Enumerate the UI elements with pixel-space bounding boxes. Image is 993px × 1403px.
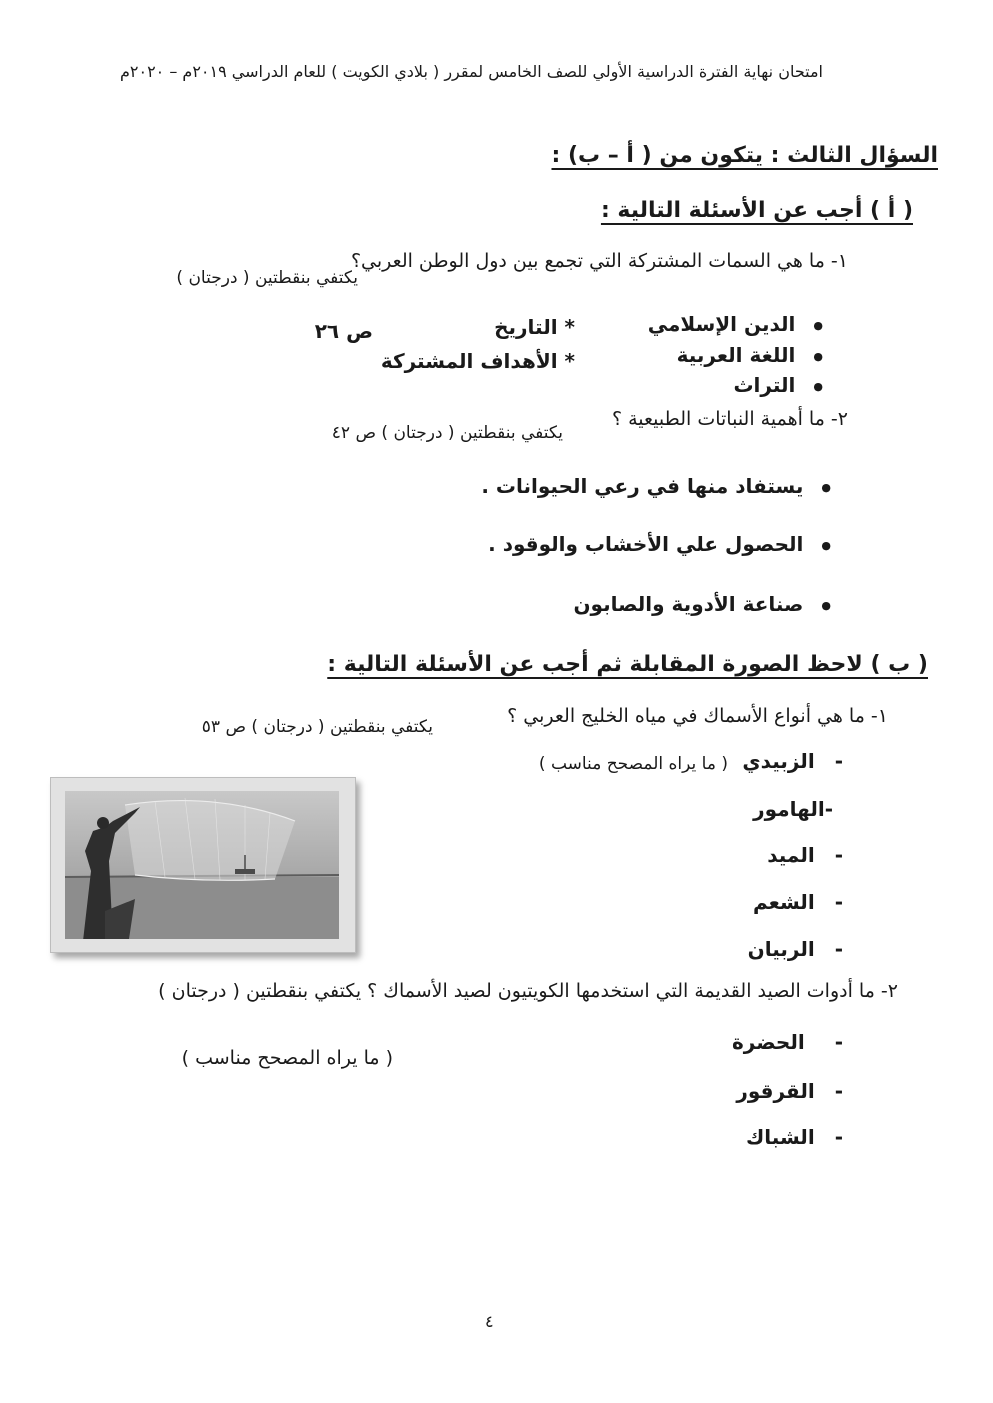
part-a-q2-note: يكتفي بنقطتين ( درجتان ) ص ٤٢ <box>331 423 563 443</box>
part-a-q1-answer: ● الدين الإسلامي <box>648 312 823 336</box>
answer-dash: - <box>834 890 843 914</box>
part-b-q2-text: ٢- ما أدوات الصيد القديمة التي استخدمها الكويتيون لصيد الأسماك ؟ يكتفي بنقطتين ( درجتان ) <box>158 980 898 1002</box>
part-b-q1-answer <box>742 749 843 773</box>
part-a-q2-answer: ● الحصول علي الأخشاب والوقود . <box>488 532 831 556</box>
part-b-q1-text: ١- ما هي أنواع الأسماك في مياه الخليج العربي ؟ <box>507 705 888 727</box>
part-a-q2-text: ٢- ما أهمية النباتات الطبيعية ؟ <box>611 408 848 430</box>
answer-text: الميد <box>767 843 815 867</box>
part-b-q1-answer <box>767 843 843 867</box>
answer-text: الزبيدي <box>742 749 815 773</box>
part-b-q1-answer <box>748 937 843 961</box>
answer-dash: - <box>834 1079 843 1103</box>
answer-dash: - <box>834 1125 843 1149</box>
part-a-q1-text: ١- ما هي السمات المشتركة التي تجمع بين دول الوطن العربي؟ <box>350 250 848 272</box>
answer-dash: - <box>834 937 843 961</box>
part-b-q1-corrector-note: ( ما يراه المصحح مناسب ) <box>538 754 728 774</box>
answer-dash: - <box>834 1030 843 1054</box>
part-a-q1-answer-left: * الأهداف المشتركة <box>380 349 575 373</box>
answer-text: الحضرة <box>731 1030 805 1054</box>
fisherman-photo-frame <box>50 777 356 953</box>
answer-text: الشعم <box>752 890 815 914</box>
answer-dash: - <box>834 749 843 773</box>
part-a-title: ( أ ) أجب عن الأسئلة التالية : <box>600 198 913 223</box>
part-a-q1-page-ref: ص ٢٦ <box>314 319 373 343</box>
part-b-q2-answer <box>736 1079 843 1103</box>
part-b-q2-corrector-note: ( ما يراه المصحح مناسب ) <box>181 1047 393 1069</box>
part-a-q2-answer: ● صناعة الأدوية والصابون <box>573 592 831 616</box>
part-a-q1-answer-left: * التاريخ <box>494 315 575 339</box>
part-b-q2-answer <box>746 1125 843 1149</box>
part-a-q1-answer: ● التراث <box>733 373 823 397</box>
part-a-q1-note: يكتفي بنقطتين ( درجتان ) <box>176 268 358 288</box>
part-a-q2-answer: ● يستفاد منها في رعي الحيوانات . <box>481 474 831 498</box>
section-title: السؤال الثالث : يتكون من ( أ – ب) : <box>551 143 938 168</box>
answer-text: القرقور <box>736 1079 815 1103</box>
fisherman-casting-net-photo <box>65 791 339 939</box>
answer-dash: - <box>824 797 833 821</box>
answer-text: الهامور <box>753 797 825 821</box>
part-b-q1-answer <box>753 797 833 821</box>
page-number: ٤ <box>485 1312 494 1331</box>
exam-header: امتحان نهاية الفترة الدراسية الأولي للصف الخامس لمقرر ( بلادي الكويت ) للعام الدراسي ٢٠١٩م – ٢٠٢٠م <box>119 62 823 81</box>
part-b-q1-note: يكتفي بنقطتين ( درجتان ) ص ٥٣ <box>201 717 433 737</box>
part-b-q2-answer <box>732 1030 843 1054</box>
answer-dash: - <box>834 843 843 867</box>
answer-text: الربيان <box>747 937 815 961</box>
part-a-q1-answer: ● اللغة العربية <box>677 343 823 367</box>
part-b-title: ( ب ) لاحظ الصورة المقابلة ثم أجب عن الأسئلة التالية : <box>327 652 928 677</box>
part-b-q1-answer <box>753 890 843 914</box>
answer-text: الشباك <box>745 1125 815 1149</box>
